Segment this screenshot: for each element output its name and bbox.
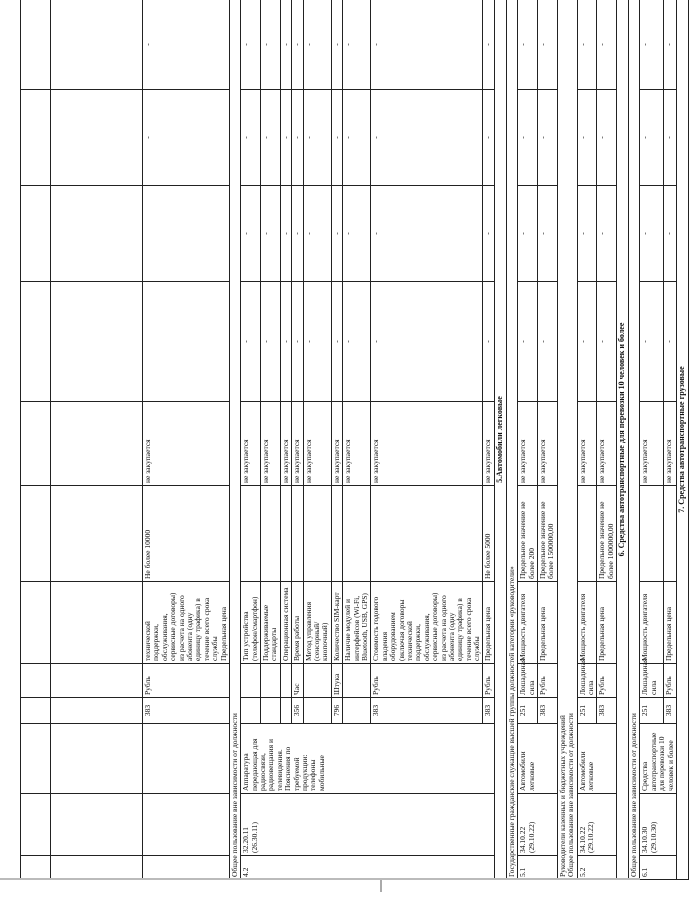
category-row	[629, 0, 640, 880]
section-title: 6. Средства автотранспортные для перевозки 10 человек и более	[617, 0, 629, 880]
table-row: 383 Рубль технической поддержки, обслуживания, сервисные договоры) из расчета на одного абонента (одну единицу трафика) в течение всего срока службы Предельная цена Не более 10000 не закупается - -	[143, 0, 230, 880]
table-row: Наличие модулей и интерфейсов (Wi-Fi, Bluetooth, USB, GPS) не закупается - - - -	[343, 0, 371, 880]
table-row: 383 Рубль Предельная цена Предельное значение не более 1000000,00 не закупается - - - -	[597, 0, 617, 880]
category-row	[506, 0, 517, 880]
table-row: Операционная система не закупается - - - -	[280, 0, 291, 880]
table-row: 383 Рубль Предельная цена Предельное значение не более 1500000,00 не закупается - - - -	[537, 0, 557, 880]
status: не закупается	[143, 402, 230, 486]
requirements-table	[20, 0, 689, 880]
item-name: Аппаратура передающая для радиосвязи, радиовещания и телевидения. Пояснения по требуемой продукции: телефоны мобильные	[241, 724, 495, 794]
section-row	[677, 0, 689, 880]
scan-edge	[0, 878, 640, 880]
section-title: 7. Средства автотранспортные грузовые	[677, 0, 689, 880]
unit-code: 383	[143, 698, 230, 724]
okpd-code: 32.20.11 (26.30.11)	[241, 794, 495, 856]
category-label: Общее пользование вне зависимости от должности	[629, 0, 640, 880]
category-label: Руководители казенных и бюджетных учреждений Общее пользование вне зависимости от должности	[557, 0, 577, 880]
row-number: 4.2	[241, 856, 495, 880]
section-row	[617, 0, 629, 880]
category-row	[229, 0, 240, 880]
table-row: Метод управления (сенсорный/кнопочный) не закупается - - - -	[303, 0, 331, 880]
table-row: 6.1 34.10.30 (29.10.30) Средства автотранспортные для перевозки 10 человек и более 251 Лошадиная сила Мощность двигателя не закупается - - - -	[640, 0, 663, 880]
unit-name: Рубль	[143, 664, 230, 698]
value: Не более 10000	[143, 486, 230, 582]
table-row: Поддерживаемые стандарты не закупается - - - -	[261, 0, 281, 880]
category-row	[557, 0, 577, 880]
category-label: Общее пользование вне зависимости от должности	[229, 0, 240, 880]
table-row: 383 Рубль Стоимость годового владения оборудованием (включая договоры технической поддержки, обслуживания, сервисные договоры) из расчета на одного абонента (одну единицу трафика) в течение всего срока службы не закупается - - - -	[371, 0, 483, 880]
category-label: Государственные гражданские служащие высшей группы должностей категории «руководители»	[506, 0, 517, 880]
table-row: 383 Рубль Предельная цена Не более 5000 не закупается - - - -	[483, 0, 494, 880]
table-row: 356 Час Время работы не закупается - - - -	[292, 0, 303, 880]
table-row	[51, 0, 143, 880]
table-row	[21, 0, 51, 880]
table-row: 5.1 34.10.22 (29.10.22) Автомобили легковые 251 Лошадиная сила Мощность двигателя Предельное значение не более 200 не закупается - - - -	[518, 0, 538, 880]
section-row	[494, 0, 506, 880]
table-row: 4.2 32.20.11 (26.30.11) Аппаратура передающая для радиосвязи, радиовещания и телевидения. Пояснения по требуемой продукции: телефоны мобильные Тип устройства (телефон/смартфон) не закупается - - - -	[241, 0, 261, 880]
table-row: 383 Рубль Предельная цена не закупается - - - -	[663, 0, 676, 880]
table-row: 5.2 34.10.22 (29.10.22) Автомобили легковые 251 Лошадиная сила Мощность двигателя не закупается - - - -	[577, 0, 597, 880]
section-title: 5.Автомобили легковые	[494, 0, 506, 880]
scan-mark	[380, 880, 382, 892]
characteristic: технической поддержки, обслуживания, сервисные договоры) из расчета на одного абонента (одну единицу трафика) в течение всего срока службы Предельная цена	[143, 582, 230, 664]
table-row: 796 Штука Количество SIM-карт не закупается - - - -	[331, 0, 342, 880]
rotated-table-sheet	[20, 0, 686, 880]
